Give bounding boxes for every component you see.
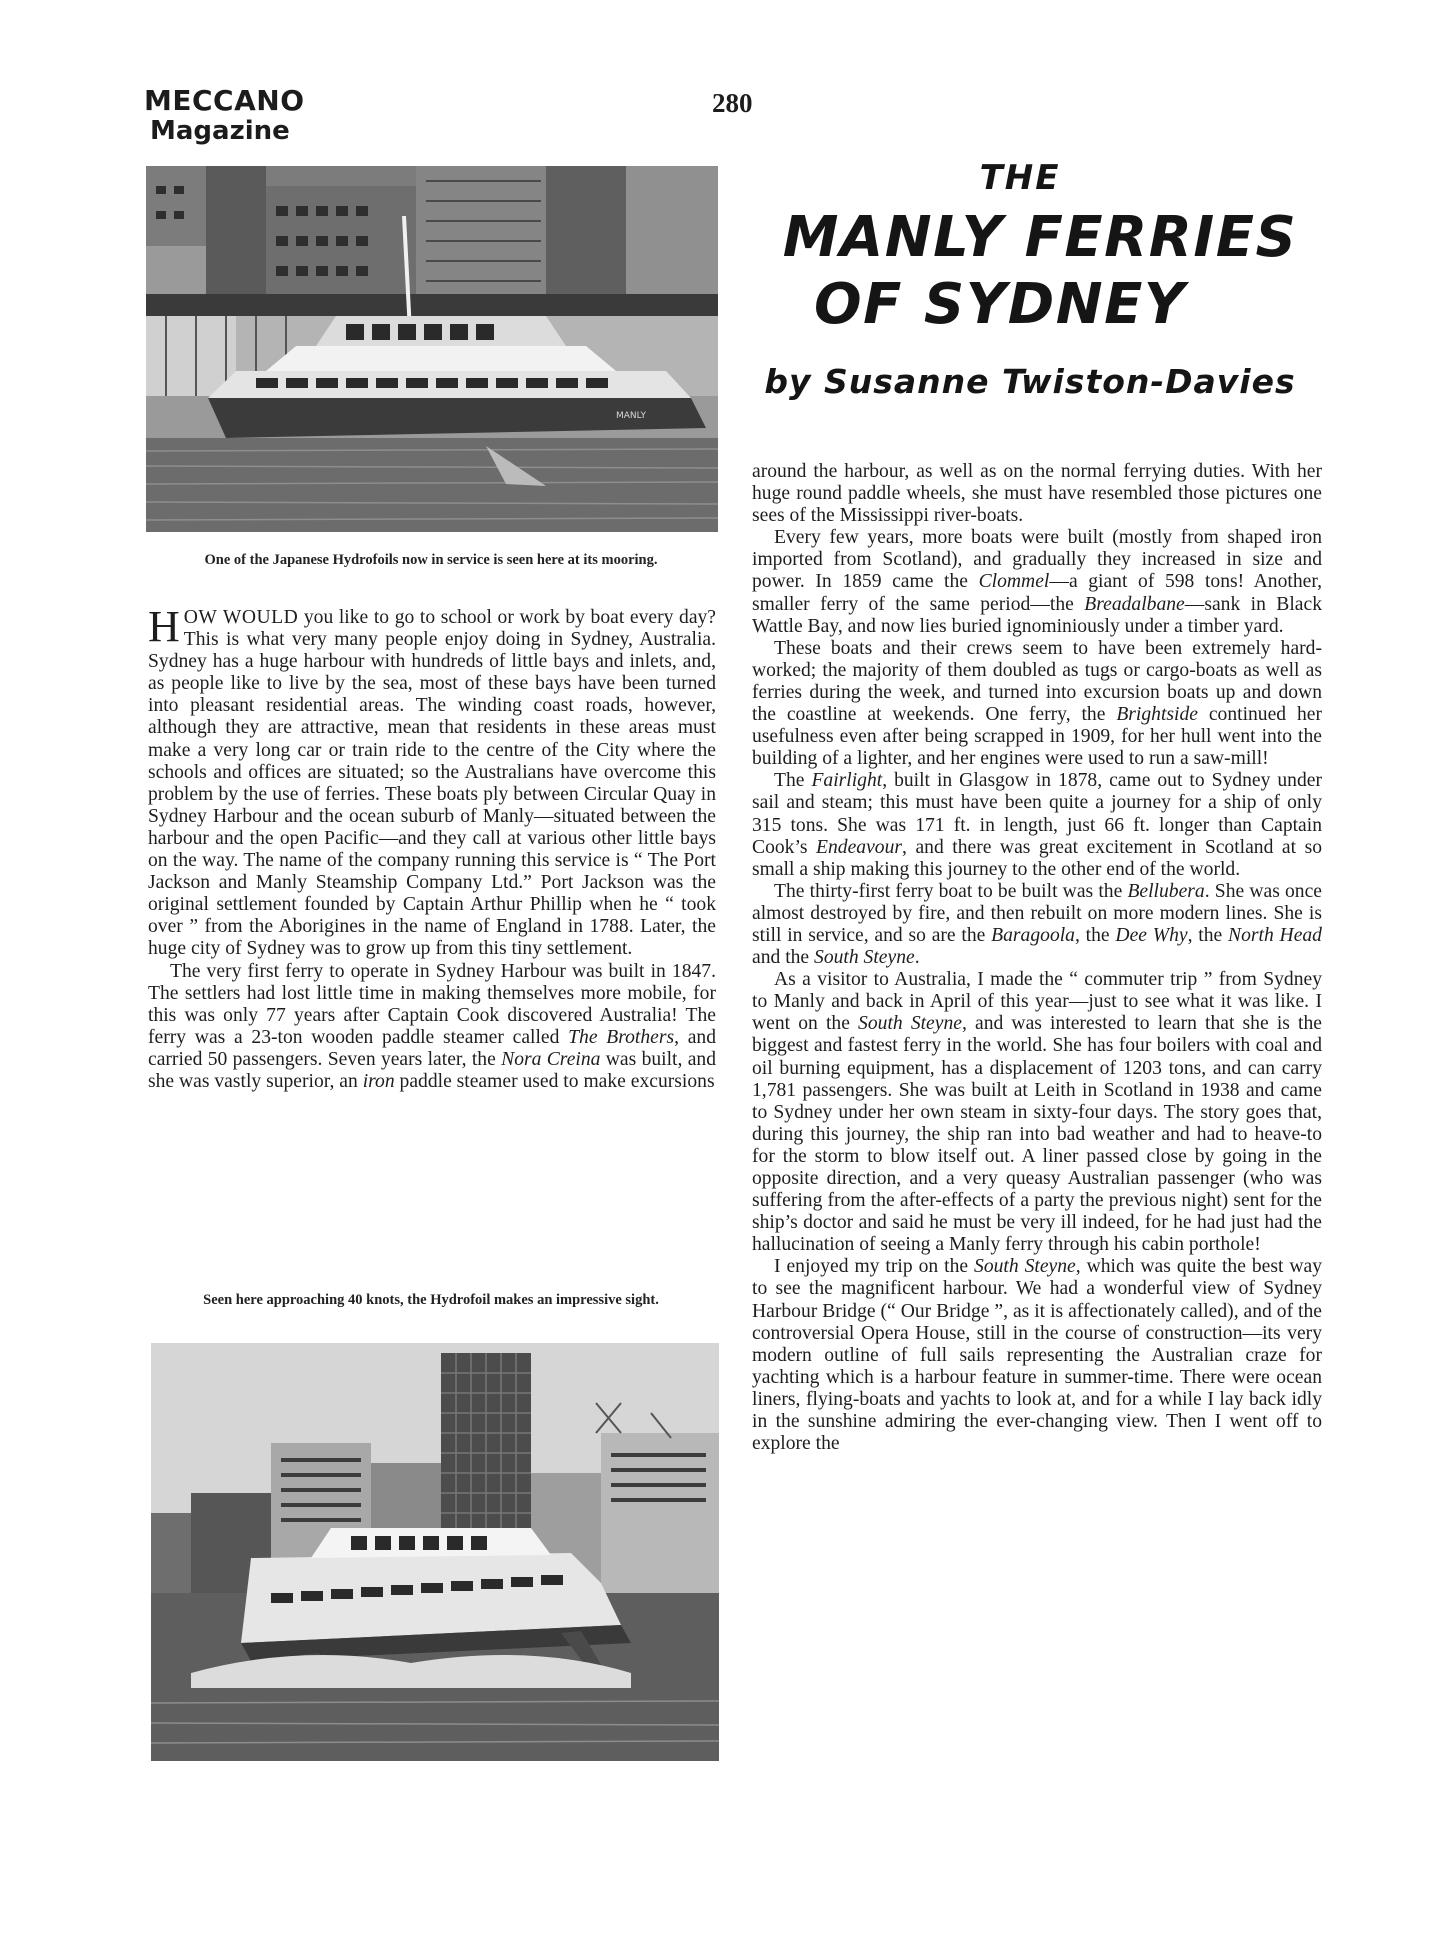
paragraph-iron-boats: Every few years, more boats were built (mostly from shaped iron imported from Scotland), and gradually they increased in size and power. In 1859 came the Clommel—a giant of 598 tons! Another, smaller ferry of the same period—the Breadalbane—sank in Black Wattle Bay, and now lies buried ignominiously under a timber yard. bbox=[752, 527, 1322, 637]
masthead-title: MECCANO bbox=[144, 84, 305, 117]
paragraph-bellubera: The thirty-first ferry boat to be built was the Bellubera. She was once almost destroyed by fire, and then rebuilt on more modern lines. She is still in service, and so are the Baragoola, the Dee Why, the North Head and the South Steyne. bbox=[752, 880, 1322, 969]
masthead bbox=[144, 86, 305, 146]
byline: by Susanne Twiston-Davies bbox=[764, 362, 1296, 401]
hydrofoil-speed-photo bbox=[151, 1343, 719, 1761]
title-the: THE bbox=[979, 158, 1061, 198]
paragraph-hard-worked: These boats and their crews seem to have been extremely hard-worked; the majority of them doubled as tugs or cargo-boats as well as ferries during the week, and turned into excursion boats up and down the coastline at weekends. One ferry, the Brightside continued her usefulness even after being scrapped in 1909, for her hull went into the building of a lighter, and her engines were used to run a saw-mill! bbox=[752, 637, 1322, 770]
paragraph-fairlight: The Fairlight, built in Glasgow in 1878, came out to Sydney under sail and steam; this must have been quite a journey for a ship of only 315 tons. She was 171 ft. in length, just 66 ft. longer than Captain Cook’s Endeavour, and there was great excitement in Scotland at so small a ship making this journey to the other end of the world. bbox=[752, 770, 1322, 880]
photo1-caption: One of the Japanese Hydrofoils now in service is seen here at its mooring. bbox=[204, 552, 658, 568]
title-line2: OF SYDNEY bbox=[814, 272, 1186, 337]
right-column-text bbox=[752, 461, 1322, 1455]
paragraph-commuter-trip: As a visitor to Australia, I made the “ commuter trip ” from Sydney to Manly and back in April of this year—just to see what it was like. I went on the South Steyne, and was interested to learn that she is the biggest and fastest ferry in the world. She has four boilers with coal and oil burning equipment, has a displacement of 1203 tons, and can carry 1,781 passengers. She was built at Leith in Scotland in 1938 and came to Sydney under her own steam in sixty-four days. The story goes that, during this journey, the ship ran into bad weather and had to heave-to for the storm to blow itself out. A liner passed close by going in the opposite direction, and a very queasy Australian passenger (who was suffering from the after-effects of a party the previous night) sent for the ship’s doctor and said he must be very ill indeed, for he had just had the hallucination of seeing a Manly ferry through his cabin porthole! bbox=[752, 969, 1322, 1256]
paragraph-continued: around the harbour, as well as on the normal ferrying duties. With her huge round paddle wheels, she must have resembled those pictures one sees of the Mississippi river-boats. bbox=[752, 461, 1322, 527]
title-line1: MANLY FERRIES bbox=[782, 205, 1298, 270]
photo2-caption: Seen here approaching 40 knots, the Hydrofoil makes an impressive sight. bbox=[203, 1292, 659, 1308]
paragraph-harbour-view: I enjoyed my trip on the South Steyne, which was quite the best way to see the magnificent harbour. We had a wonderful view of Sydney Harbour Bridge (“ Our Bridge ”, as it is affectionately called), and of the controversial Opera House, still in the course of construction—its very modern outline of full sails representing the Australian craze for yachting which is a harbour feature in summer-time. There were ocean liners, flying-boats and yachts to look at, and for a while I lay back idly in the sunshine admiring the ever-changing view. Then I went off to explore the bbox=[752, 1256, 1322, 1455]
page-number: 280 bbox=[712, 88, 753, 118]
hydrofoil-mooring-photo bbox=[146, 166, 718, 532]
paragraph-intro: HOW WOULD you like to go to school or work by boat every day? This is what very many people enjoy doing in Sydney, Australia. Sydney has a huge harbour with hundreds of little bays and inlets, and, as people like to live by the sea, most of these bays have been turned into pleasant residential areas. The winding coast roads, however, although they are attractive, mean that residents in these areas must make a very long car or train ride to the centre of the City where the schools and offices are situated; so the Australians have overcome this problem by the use of ferries. These boats ply between Circular Quay in Sydney Harbour and the ocean suburb of Manly—situated between the harbour and the open Pacific—and they call at various other little bays on the way. The name of the company running this service is “ The Port Jackson and Manly Steamship Company Ltd.” Port Jackson was the original settlement founded by Captain Arthur Phillip when he “ took over ” from the Aborigines in the name of England in 1788. Later, the huge city of Sydney was to grow up from this tiny settlement. bbox=[148, 602, 717, 960]
masthead-subtitle: Magazine bbox=[150, 116, 290, 146]
hull-name-text: MANLY bbox=[616, 411, 646, 421]
paragraph-first-ferry: The very first ferry to operate in Sydney Harbour was built in 1847. The settlers had lost little time in making themselves more mobile, for this was only 77 years after Captain Cook discovered Australia! The ferry was a 23-ton wooden paddle steamer called The Brothers, and carried 50 passengers. Seven years later, the Nora Creina was built, and she was vastly superior, an iron paddle steamer used to make excursions bbox=[148, 960, 717, 1092]
left-column-text bbox=[148, 602, 717, 1093]
drop-cap: H bbox=[148, 602, 180, 651]
